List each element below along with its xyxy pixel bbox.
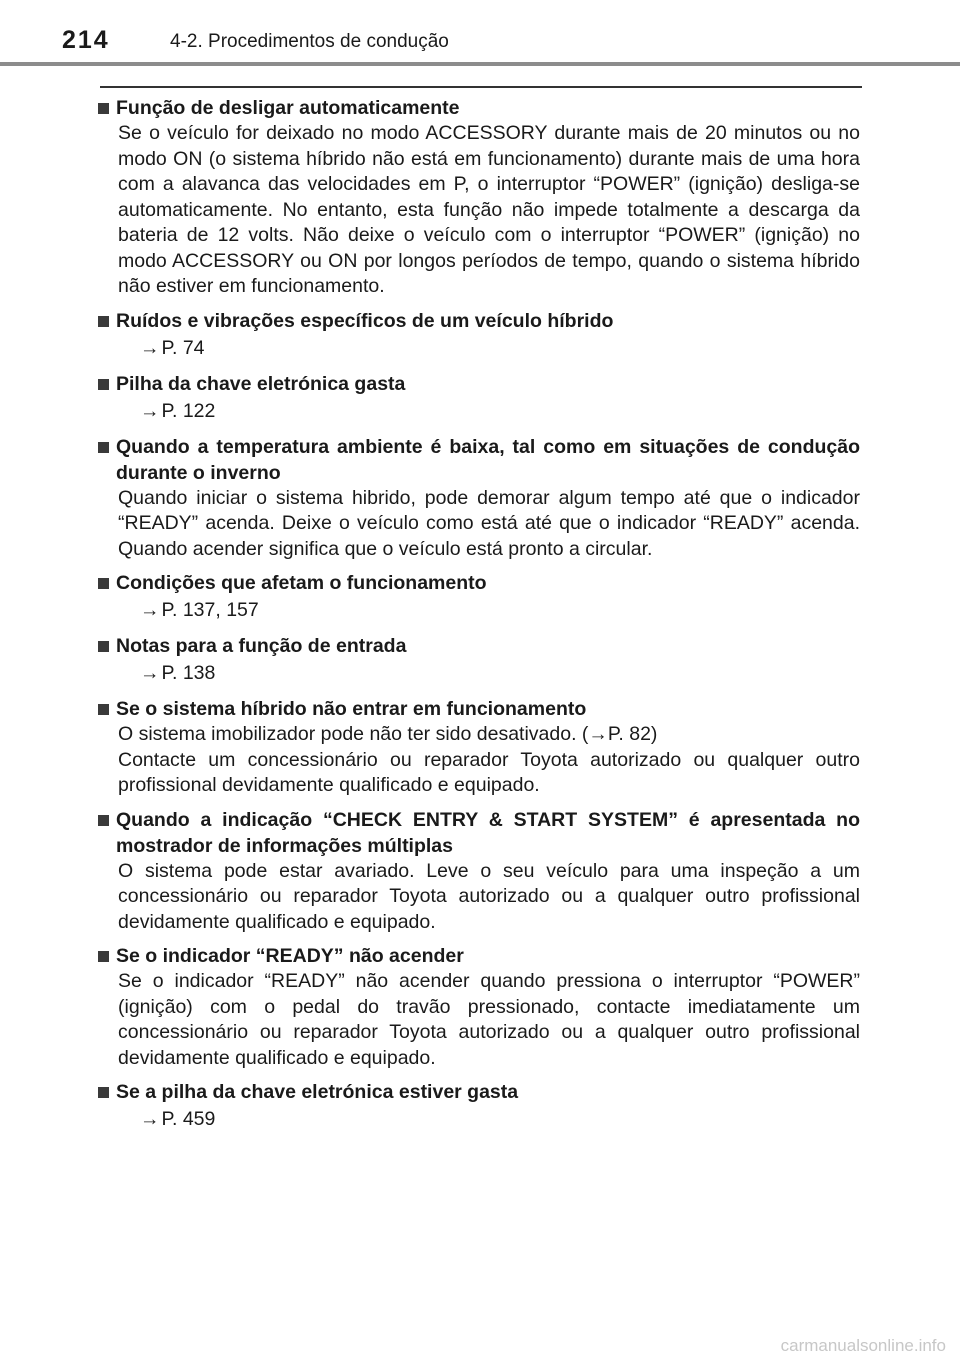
page-content [98,95,860,1142]
section-title: Pilha da chave eletrónica gasta [116,372,406,395]
section-noise-vibration [98,308,860,363]
section-heading [98,434,860,486]
page-reference-text: P. 137, 157 [161,599,259,621]
square-bullet-icon [98,578,109,589]
section-heading [98,371,860,397]
page-reference[interactable] [118,659,860,688]
section-heading [98,943,860,969]
page-reference-text: P. 122 [161,399,216,422]
square-bullet-icon [98,379,109,390]
square-bullet-icon [98,442,109,453]
section-title: Se a pilha da chave eletrónica estiver gasta [116,1081,519,1103]
section-heading [98,633,860,659]
section-heading [98,696,860,722]
section-body: Contacte um concessionário ou reparador Toyota autorizado ou qualquer outro profissional devidamente qualificado e equipado. [118,748,860,796]
section-heading [98,570,860,596]
arrow-right-icon: → [140,399,160,422]
page-number: 214 [62,26,110,54]
section-title: Se o indicador “READY” não acender [116,945,464,967]
section-title: Função de desligar automaticamente [116,97,460,119]
section-heading [98,308,860,334]
page-reference-text: P. 74 [161,336,205,359]
square-bullet-icon [98,641,109,652]
section-auto-off [98,95,860,300]
section-heading [98,1079,860,1105]
square-bullet-icon [98,1087,109,1098]
section-low-temperature [98,434,860,563]
square-bullet-icon [98,704,109,715]
arrow-right-icon: → [140,599,160,621]
square-bullet-icon [98,316,109,327]
page-reference[interactable] [118,397,860,426]
section-title: Se o sistema híbrido não entrar em funcionamento [116,698,587,720]
section-ready-indicator [98,943,860,1071]
section-title: Ruídos e vibrações específicos de um veículo híbrido [116,309,614,332]
section-hybrid-not-starting [98,696,860,799]
section-title: Quando a indicação “CHECK ENTRY & START SYSTEM” é apresentada no mostrador de informações múltiplas [116,808,860,857]
arrow-right-icon: → [140,1108,160,1130]
section-check-entry [98,807,860,936]
page-reference-text: P. 459 [161,1108,216,1130]
section-divider [100,86,862,88]
section-heading [98,95,860,121]
square-bullet-icon [98,815,109,826]
page-reference[interactable] [118,1105,860,1134]
arrow-right-icon: → [140,336,160,359]
chapter-title: 4-2. Procedimentos de condução [170,31,449,52]
section-key-battery-dead [98,1079,860,1134]
section-key-battery [98,371,860,426]
section-heading [98,807,860,859]
page-reference-text: P. 138 [161,662,216,684]
section-body: Se o indicador “READY” não acender quando pressiona o interruptor “POWER” (ignição) com o pedal do travão pressionado, contacte imediatamente um concessionário ou reparador Toyota autorizado ou a qualquer outro profissional devidamente qualificado e equipado. [118,970,860,1069]
section-conditions [98,570,860,625]
footer-watermark: carmanualsonline.info [780,1336,946,1355]
arrow-right-icon: → [140,662,160,684]
page-reference[interactable] [118,596,860,625]
header-divider [0,62,960,66]
section-entry-notes [98,633,860,688]
section-title: Notas para a função de entrada [116,635,407,657]
section-body: O sistema imobilizador pode não ter sido desativado. (→P. 82) [118,723,658,745]
section-title: Quando a temperatura ambiente é baixa, tal como em situações de condução durante o inverno [116,435,860,484]
section-body: Quando iniciar o sistema hibrido, pode demorar algum tempo até que o indicador “READY” acenda. Deixe o veículo como está até que o indicador “READY” acenda. Quando acender significa que o veículo está pronto a circular. [118,486,860,560]
section-body: Se o veículo for deixado no modo ACCESSORY durante mais de 20 minutos ou no modo ON (o sistema híbrido não está em funcionamento) durante mais de uma hora com a alavanca das velocidades em P, o interruptor “POWER” (ignição) desliga-se automaticamente. No entanto, esta função não impede totalmente a descarga da bateria de 12 volts. Não deixe o veículo com o interruptor “POWER” (ignição) no modo ACCESSORY ou ON por longos períodos de tempo, quando o sistema híbrido não estiver em funcionamento. [118,122,860,297]
square-bullet-icon [98,951,109,962]
square-bullet-icon [98,103,109,114]
page-reference[interactable] [118,334,860,363]
section-title: Condições que afetam o funcionamento [116,572,487,594]
section-body: O sistema pode estar avariado. Leve o seu veículo para uma inspeção a um concessionário ou reparador Toyota autorizado ou a qualquer outro profissional devidamente qualificado e equipado. [118,859,860,933]
